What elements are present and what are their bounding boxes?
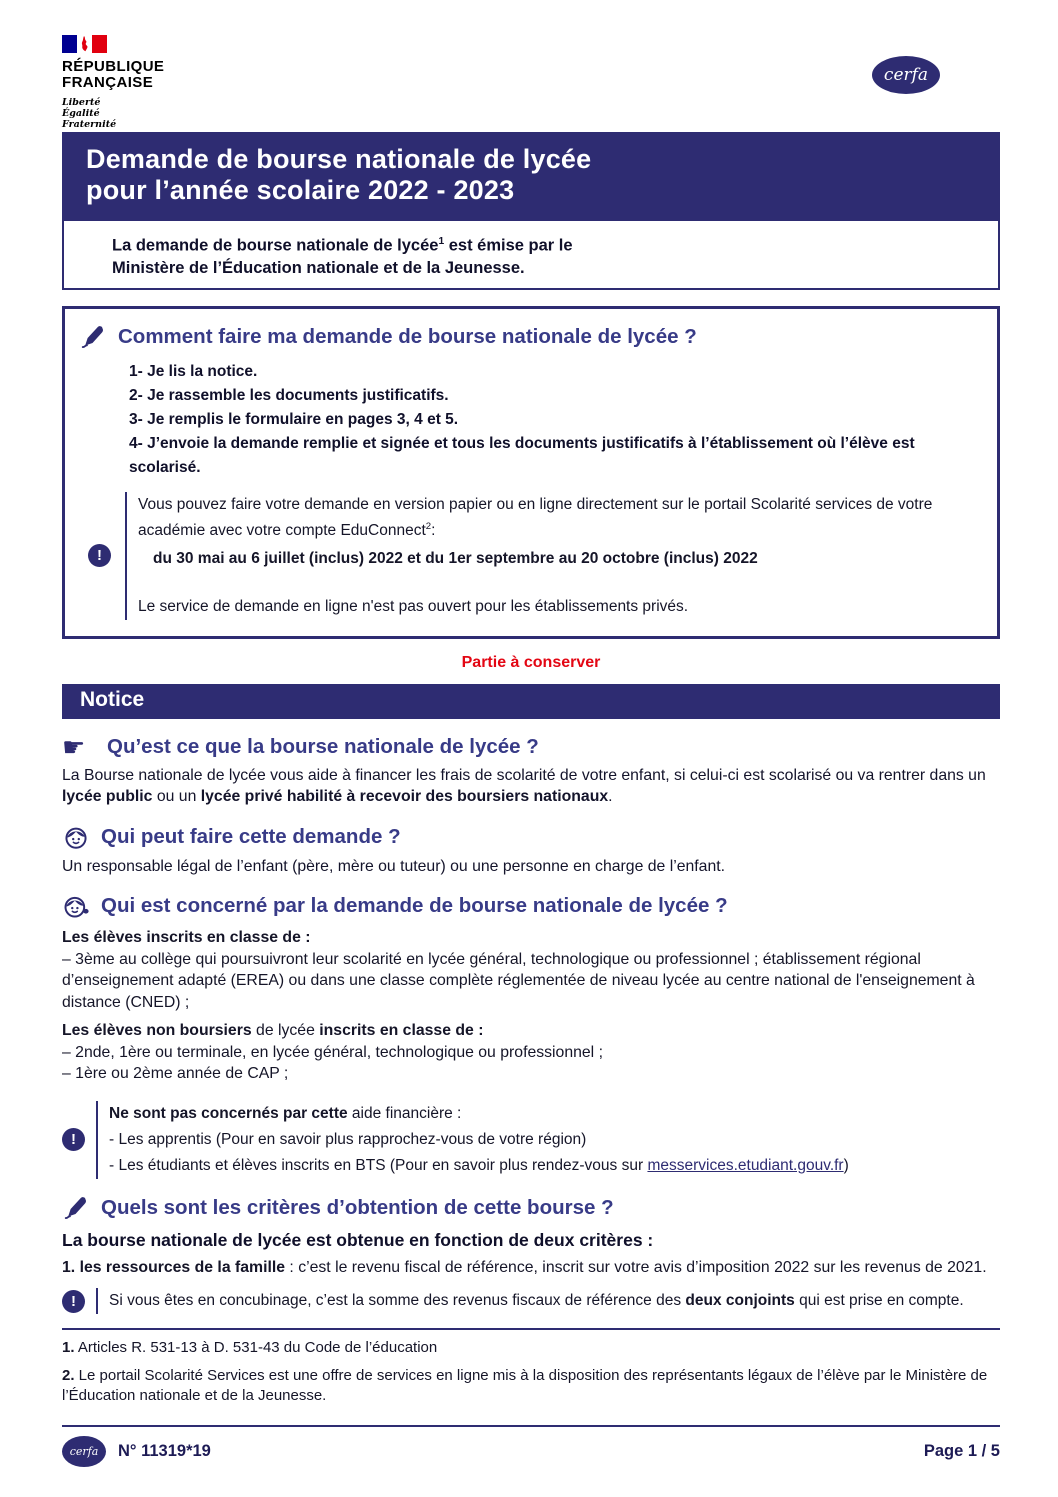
intro-line2: Ministère de l’Éducation nationale et de la Jeunesse. [112,258,525,277]
bullet-cap: – 1ère ou 2ème année de CAP ; [62,1065,289,1083]
warning-icon-column [62,1290,96,1313]
section-criteria-title: Quels sont les critères d’obtention de cette bourse ? [101,1195,614,1219]
notice-banner [62,684,1000,719]
section-what-heading [62,731,1000,762]
warning-concubinage [62,1288,1000,1314]
section-criteria-heading [62,1194,1000,1222]
footnote-2: 2. Le portail Scolarité Services est une offre de services en ligne mis à la disposition des représentants légaux de l’élève par le Ministère de l’Éducation nationale et de la Jeunesse. [62,1367,988,1405]
document-title-line1: Demande de bourse nationale de lycée [86,144,592,174]
howto-warning [79,492,979,620]
section-who-concerned [62,892,1000,1085]
page-footer [62,1425,1000,1467]
republique-francaise-logo [62,35,222,130]
exclamation-circle-icon: ! [62,1290,85,1313]
howto-warning-para2: Le service de demande en ligne n'est pas ouvert pour les établissements privés. [138,597,689,615]
cerfa-logo-small [62,1436,106,1467]
howto-steps [129,360,979,480]
motto-liberte: Liberté [62,97,101,108]
document-title-line2: pour l’année scolaire 2022 - 2023 [86,175,515,205]
french-flag-icon [62,35,107,53]
criteria-item-1: 1. les ressources de la famille : c’est le revenu fiscal de référence, inscrit sur votre avis d’imposition 2022 sur les revenus de 2021. [62,1258,987,1276]
students-enrolled-label: Les élèves inscrits en classe de : [62,929,311,947]
notice-banner-label: Notice [80,687,145,711]
section-what-body: La Bourse nationale de lycée vous aide à financer les frais de scolarité de votre enfant, si celui-ci est scolarisé ou va rentrer dans un lycée public ou un lycée privé habilité à recevoir des boursiers nationaux. [62,766,986,806]
non-scholarship-label: Les élèves non boursiers de lycée inscrits en classe de : [62,1022,484,1040]
section-what-title: Qu’est ce que la bourse nationale de lycée ? [107,734,539,758]
section-who-concerned-title: Qui est concerné par la demande de bourse nationale de lycée ? [101,894,728,918]
howto-step-4: 4- J’envoie la demande remplie et signée et tous les documents justificatifs à l’établissement où l’élève est scolarisé. [129,434,915,476]
not-concerned-heading: Ne sont pas concernés par cette aide financière : [109,1104,462,1122]
warning-not-concerned [62,1101,1000,1179]
pointing-hand-icon: ☛ [62,731,86,762]
criteria-lead: La bourse nationale de lycée est obtenue en fonction de deux critères : [62,1229,654,1250]
intro-line1: La demande de bourse nationale de lycée$^1$ est émise par le [112,236,573,255]
warning-concubinage-body: Si vous êtes en concubinage, c’est la somme des revenus fiscaux de référence des deux conjoints qui est prise en compte. [96,1288,964,1314]
republique-line1: RÉPUBLIQUE [62,58,165,75]
warning-not-concerned-body [96,1101,849,1179]
section-who-apply-body: Un responsable légal de l’enfant (père, mère ou tuteur) ou une personne en charge de l’enfant. [62,857,726,875]
person-face-icon [62,892,90,920]
not-concerned-students: - Les étudiants et élèves inscrits en BTS (Pour en savoir plus rendez-vous sur messervices.etudiant.gouv.fr) [109,1156,849,1174]
motto-fraternite: Fraternité [62,119,117,130]
motto-egalite: Égalité [62,108,100,119]
howto-step-3: 3- Je remplis le formulaire en pages 3, 4 et 5. [129,410,459,428]
cerfa-logo [872,56,940,94]
pen-icon [62,1194,90,1222]
warning-icon-column [62,1128,96,1151]
howto-step-2: 2- Je rassemble les documents justificatifs. [129,386,449,404]
form-number: N° 11319*19 [118,1442,211,1460]
page-header [62,0,1000,132]
exclamation-circle-icon: ! [62,1128,85,1151]
title-banner [62,132,1000,219]
messervices-link[interactable]: messervices.etudiant.gouv.fr [647,1156,844,1174]
keep-part-label: Partie à conserver [461,653,601,671]
child-face-icon [62,823,90,851]
page-number: Page 1 / 5 [923,1442,1000,1460]
footer-divider [62,1425,1000,1427]
section-criteria [62,1194,1000,1279]
cerfa-logo-label: cerfa [883,65,929,85]
howto-title: Comment faire ma demande de bourse nationale de lycée ? [118,324,697,348]
not-concerned-apprentices: - Les apprentis (Pour en savoir plus rapprochez-vous de votre région) [109,1130,587,1148]
republique-name [62,59,222,90]
section-what [62,731,1000,808]
footnote-divider [62,1328,1000,1330]
bullet-3eme: – 3ème au collège qui poursuivront leur scolarité en lycée général, technologique ou professionnel ; établissement régional d’enseignement adapté (EREA) ou dans une classe complète réglementée de niveau lycée au centre national de l'enseignement à distance (CNED) ; [62,950,975,1011]
bullet-2nde: – 2nde, 1ère ou terminale, en lycée général, technologique ou professionnel ; [62,1043,603,1061]
motto [62,97,222,130]
section-who-apply-heading [62,823,1000,851]
pen-icon [79,323,107,351]
howto-heading [79,323,979,351]
howto-warning-dates: du 30 mai au 6 juillet (inclus) 2022 et du 1er septembre au 20 octobre (inclus) 2022 [153,549,758,567]
howto-warning-para1: Vous pouvez faire votre demande en version papier ou en ligne directement sur le portail Scolarité services de votre académie avec votre compte EduConnect$^2$: [138,495,933,539]
section-who-apply-title: Qui peut faire cette demande ? [101,824,401,848]
section-who-apply [62,823,1000,878]
footnote-ref-1: 1 [438,236,445,247]
warning-icon-column [79,544,125,567]
section-who-concerned-heading [62,892,1000,920]
footnote-1: 1. Articles R. 531-13 à D. 531-43 du Code de l’éducation [62,1339,438,1357]
republique-line2: FRANÇAISE [62,73,154,91]
intro-box [62,219,1000,290]
footnote-ref-2: 2 [425,520,432,532]
cerfa-small-label: cerfa [69,1445,99,1458]
exclamation-circle-icon: ! [88,544,111,567]
howto-warning-body [125,492,979,620]
howto-box [62,306,1000,639]
howto-step-1: 1- Je lis la notice. [129,362,258,380]
